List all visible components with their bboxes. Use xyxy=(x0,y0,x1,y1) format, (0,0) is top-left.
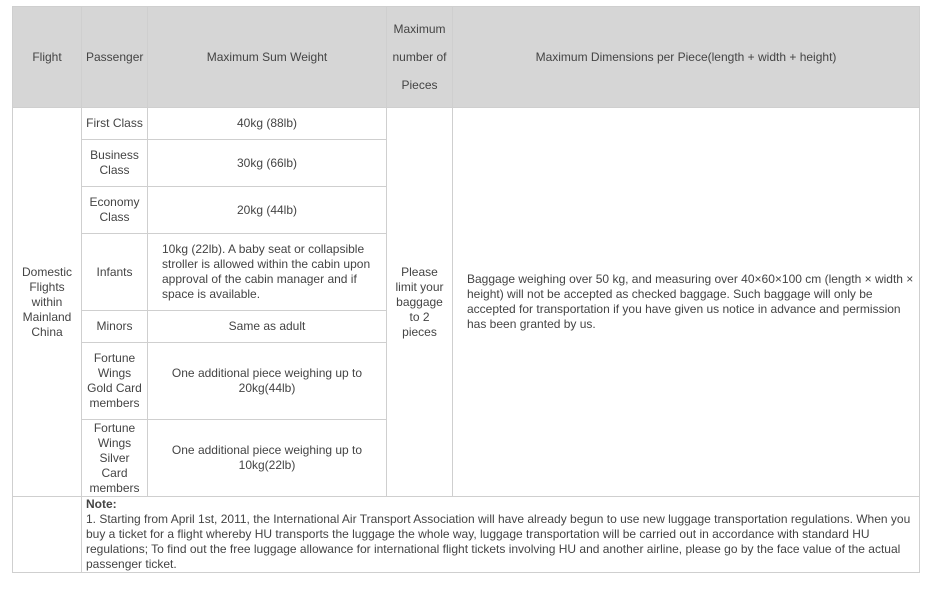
pieces-cell: Please limit your baggage to 2 pieces xyxy=(387,108,453,497)
weight-cell: 10kg (22lb). A baby seat or collapsible stroller is allowed within the cabin upon approval of the cabin manager and if space is available. xyxy=(148,234,387,311)
route-cell: Domestic Flights within Mainland China xyxy=(13,108,82,497)
header-flight: Flight xyxy=(13,7,82,108)
passenger-cell: Business Class xyxy=(82,140,148,187)
table-row xyxy=(13,108,920,140)
header-max-dimensions: Maximum Dimensions per Piece(length + width + height) xyxy=(453,7,920,108)
weight-cell: Same as adult xyxy=(148,311,387,343)
header-max-pieces: Maximum number of Pieces xyxy=(387,7,453,108)
weight-cell: One additional piece weighing up to 20kg(44lb) xyxy=(148,343,387,420)
passenger-cell: Minors xyxy=(82,311,148,343)
passenger-cell: Fortune Wings Gold Card members xyxy=(82,343,148,420)
note-cell xyxy=(82,497,920,573)
note-row xyxy=(13,497,920,573)
header-max-sum-weight: Maximum Sum Weight xyxy=(148,7,387,108)
baggage-allowance-table xyxy=(12,6,920,573)
dimensions-cell: Baggage weighing over 50 kg, and measuring over 40×60×100 cm (length × width × height) will not be accepted as checked baggage. Such baggage will only be accepted for transportation if you have given us notice in advance and permission has been granted by us. xyxy=(453,108,920,497)
passenger-cell: Infants xyxy=(82,234,148,311)
weight-cell: 20kg (44lb) xyxy=(148,187,387,234)
passenger-cell: Fortune Wings Silver Card members xyxy=(82,420,148,497)
note-spacer-cell xyxy=(13,497,82,573)
note-text: 1. Starting from April 1st, 2011, the International Air Transport Association will have already begun to use new luggage transportation regulations. When you buy a ticket for a flight whereby HU transports the luggage the whole way, luggage transportation will be carried out in accordance with standard HU regulations; To find out the free luggage allowance for international flight tickets involving HU and another airline, please go by the face value of the actual passenger ticket. xyxy=(86,512,911,571)
weight-cell: 40kg (88lb) xyxy=(148,108,387,140)
note-title: Note: xyxy=(86,497,117,511)
passenger-cell: First Class xyxy=(82,108,148,140)
weight-cell: 30kg (66lb) xyxy=(148,140,387,187)
table-header-row xyxy=(13,7,920,108)
header-passenger: Passenger xyxy=(82,7,148,108)
passenger-cell: Economy Class xyxy=(82,187,148,234)
weight-cell: One additional piece weighing up to 10kg(22lb) xyxy=(148,420,387,497)
